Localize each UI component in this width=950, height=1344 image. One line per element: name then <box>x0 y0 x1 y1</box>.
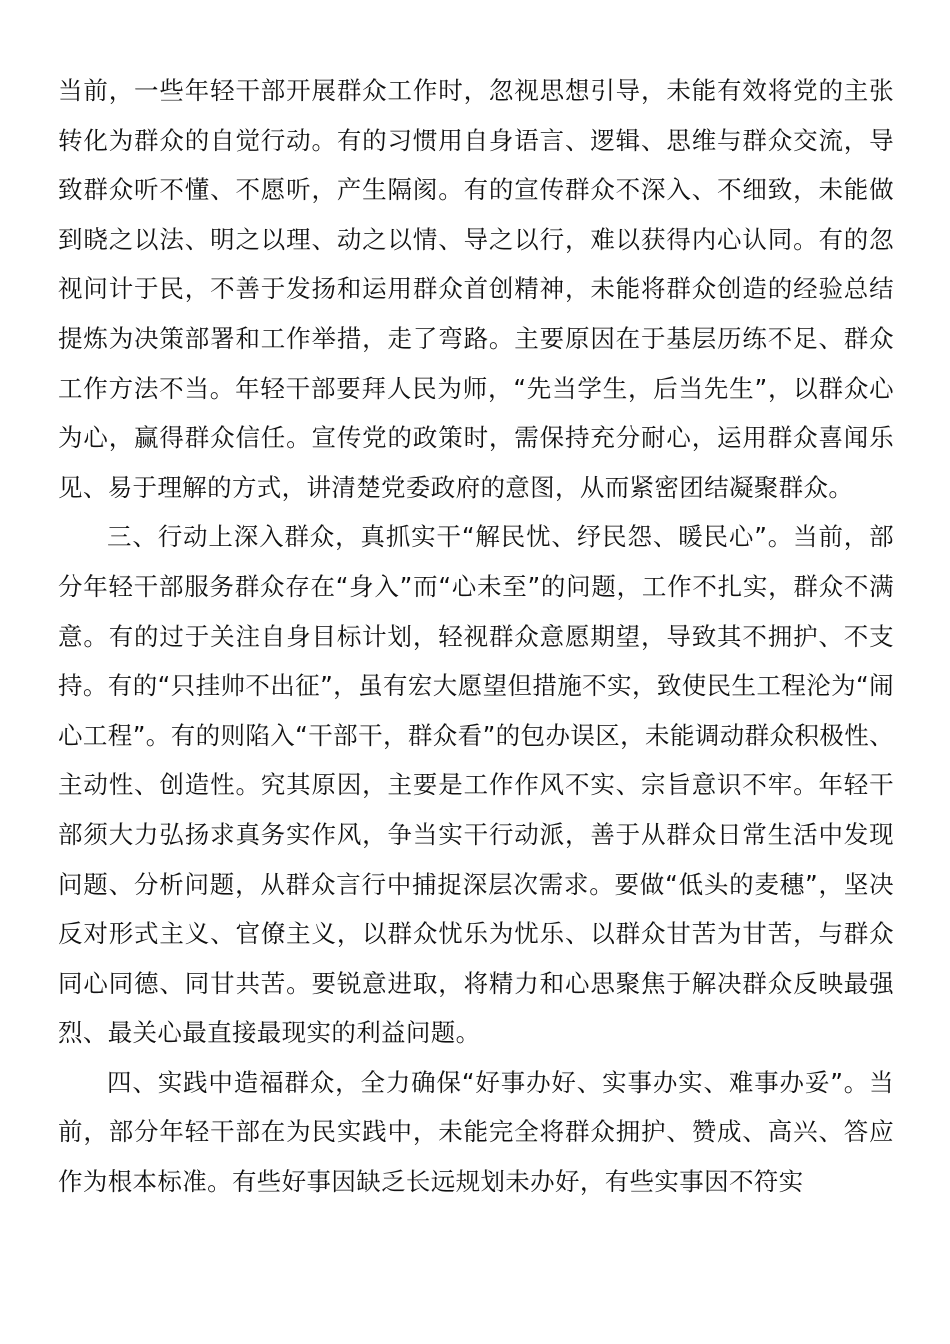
paragraph-section-three: 三、行动上深入群众，真抓实干“解民忧、纾民怨、暖民心”。当前，部分年轻干部服务群众存在“身入”而“心未至”的问题，工作不扎实，群众不满意。有的过于关注自身目标计划，轻视群众意愿期望，导致其不拥护、不支持。有的“只挂帅不出征”，虽有宏大愿望但措施不实，致使民生工程沦为“闹心工程”。有的则陷入“干部干，群众看”的包办误区，未能调动群众积极性、主动性、创造性。究其原因，主要是工作作风不实、宗旨意识不牢。年轻干部须大力弘扬求真务实作风，争当实干行动派，善于从群众日常生活中发现问题、分析问题，从群众言行中捕捉深层次需求。要做“低头的麦穗”，坚决反对形式主义、官僚主义，以群众忧乐为忧乐、以群众甘苦为甘苦，与群众同心同德、同甘共苦。要锐意进取，将精力和心思聚焦于解决群众反映最强烈、最关心最直接最现实的利益问题。 <box>58 522 894 1048</box>
paragraph-群众思想引导: 当前，一些年轻干部开展群众工作时，忽视思想引导，未能有效将党的主张转化为群众的自觉行动。有的习惯用自身语言、逻辑、思维与群众交流，导致群众听不懂、不愿听，产生隔阂。有的宣传群众不深入、不细致，未能做到晓之以法、明之以理、动之以情、导之以行，难以获得内心认同。有的忽视问计于民，不善于发扬和运用群众首创精神，未能将群众创造的经验总结提炼为决策部署和工作举措，走了弯路。主要原因在于基层历练不足、群众工作方法不当。年轻干部要拜人民为师，“先当学生，后当先生”，以群众心为心，赢得群众信任。宣传党的政策时，需保持充分耐心，运用群众喜闻乐见、易于理解的方式，讲清楚党委政府的意图，从而紧密团结凝聚群众。 <box>58 76 894 502</box>
paragraph-section-four: 四、实践中造福群众，全力确保“好事办好、实事办实、难事办妥”。当前，部分年轻干部在为民实践中，未能完全将群众拥护、赞成、高兴、答应作为根本标准。有些好事因缺乏长远规划未办好，有些实事因不符实 <box>58 1067 894 1197</box>
